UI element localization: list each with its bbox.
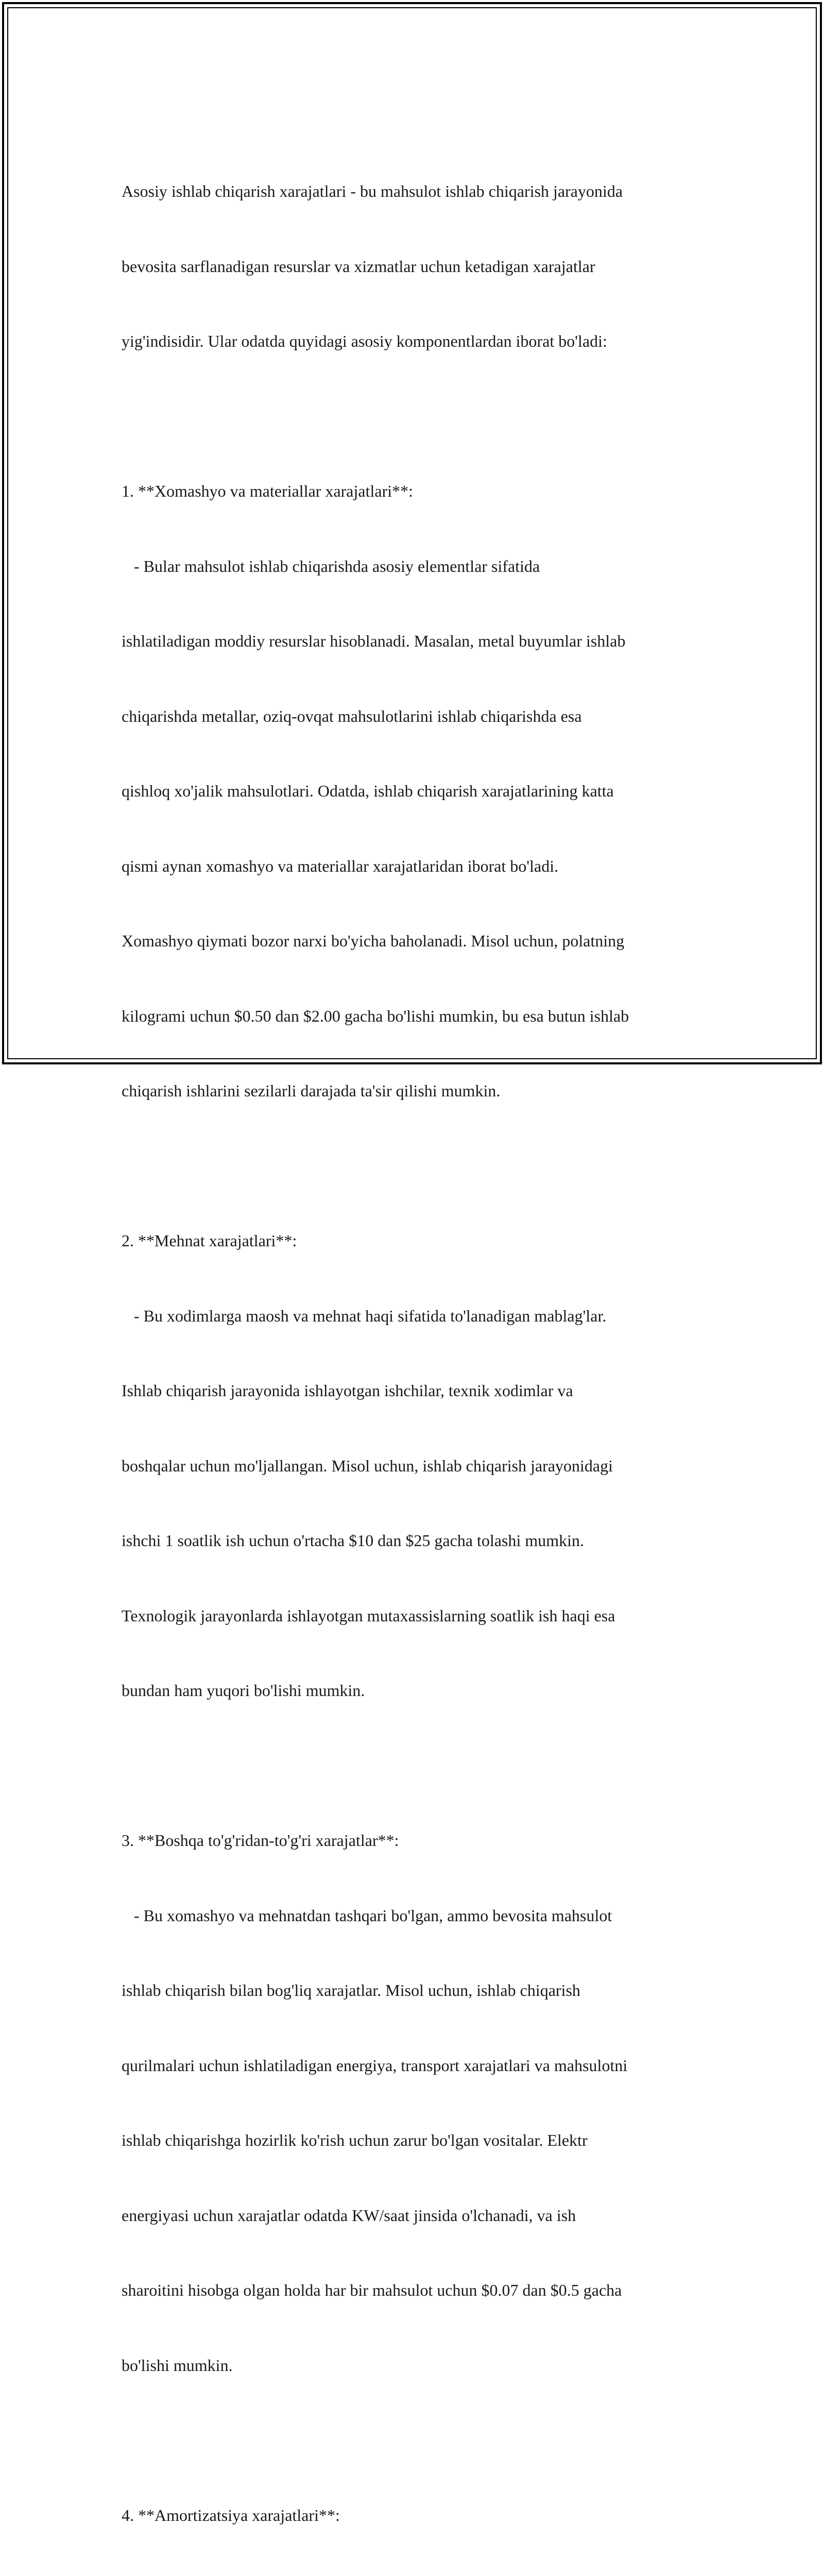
text-line: yig'indisidir. Ular odatda quyidagi asosiy komponentlardan iborat bo'ladi: bbox=[122, 332, 607, 350]
text-line: ishlatiladigan moddiy resurslar hisoblanadi. Masalan, metal buyumlar ishlab bbox=[122, 632, 626, 650]
text-line: ishlab chiqarish bilan bog'liq xarajatlar. Misol uchun, ishlab chiqarish bbox=[122, 1981, 580, 1999]
text-line: - Bular mahsulot ishlab chiqarishda asosiy elementlar sifatida bbox=[122, 556, 540, 575]
text-line: bundan ham yuqori bo'lishi mumkin. bbox=[122, 1681, 365, 1700]
text-line: ishchi 1 soatlik ish uchun o'rtacha $10 dan $25 gacha tolashi mumkin. bbox=[122, 1531, 585, 1550]
blank-line bbox=[122, 404, 729, 429]
text-line: Xomashyo qiymati bozor narxi bo'yicha baholanadi. Misol uchun, polatning bbox=[122, 931, 625, 950]
text-line: bo'lishi mumkin. bbox=[122, 2355, 233, 2375]
section-heading-2: 2. **Mehnat xarajatlari**: bbox=[122, 1231, 297, 1250]
text-line: chiqarishda metallar, oziq-ovqat mahsulotlarini ishlab chiqarishda esa bbox=[122, 706, 582, 725]
text-line: qishloq xo'jalik mahsulotlari. Odatda, ishlab chiqarish xarajatlarining katta bbox=[122, 782, 614, 800]
text-line: sharoitini hisobga olgan holda har bir mahsulot uchun $0.07 dan $0.5 gacha bbox=[122, 2281, 622, 2299]
text-line: ishlab chiqarishga hozirlik ko'rish uchun zarur bo'lgan vositalar. Elektr bbox=[122, 2131, 588, 2149]
section-heading-3: 3. **Boshqa to'g'ridan-to'g'ri xarajatlar**: bbox=[122, 1831, 399, 1850]
text-line: chiqarish ishlarini sezilarli darajada ta'sir qilishi mumkin. bbox=[122, 1081, 501, 1100]
text-line: qurilmalari uchun ishlatiladigan energiya, transport xarajatlari va mahsulotni bbox=[122, 2056, 628, 2075]
text-line: bevosita sarflanadigan resurslar va xizmatlar uchun ketadigan xarajatlar bbox=[122, 257, 595, 276]
blank-line bbox=[122, 1154, 729, 1179]
section-heading-1: 1. **Xomashyo va materiallar xarajatlari**: bbox=[122, 482, 414, 500]
blank-line bbox=[122, 2428, 729, 2453]
blank-line bbox=[122, 1753, 729, 1778]
text-line: boshqalar uchun mo'ljallangan. Misol uchun, ishlab chiqarish jarayonidagi bbox=[122, 1456, 613, 1475]
text-line: Asosiy ishlab chiqarish xarajatlari - bu mahsulot ishlab chiqarish jarayonida bbox=[122, 182, 623, 200]
text-line: kilogrami uchun $0.50 dan $2.00 gacha bo'lishi mumkin, bu esa butun ishlab bbox=[122, 1006, 629, 1025]
text-line: qismi aynan xomashyo va materiallar xarajatlaridan iborat bo'ladi. bbox=[122, 856, 559, 875]
text-line: energiyasi uchun xarajatlar odatda KW/saat jinsida o'lchanadi, va ish bbox=[122, 2206, 576, 2225]
document-body bbox=[122, 129, 729, 2576]
text-line: - Bu xomashyo va mehnatdan tashqari bo'lgan, ammo bevosita mahsulot bbox=[122, 1906, 612, 1925]
section-heading-4: 4. **Amortizatsiya xarajatlari**: bbox=[122, 2505, 340, 2524]
text-line: - Bu xodimlarga maosh va mehnat haqi sifatida to'lanadigan mablag'lar. bbox=[122, 1306, 607, 1325]
text-line: Ishlab chiqarish jarayonida ishlayotgan ishchilar, texnik xodimlar va bbox=[122, 1381, 573, 1400]
text-line: Texnologik jarayonlarda ishlayotgan mutaxassislarning soatlik ish haqi esa bbox=[122, 1606, 615, 1625]
